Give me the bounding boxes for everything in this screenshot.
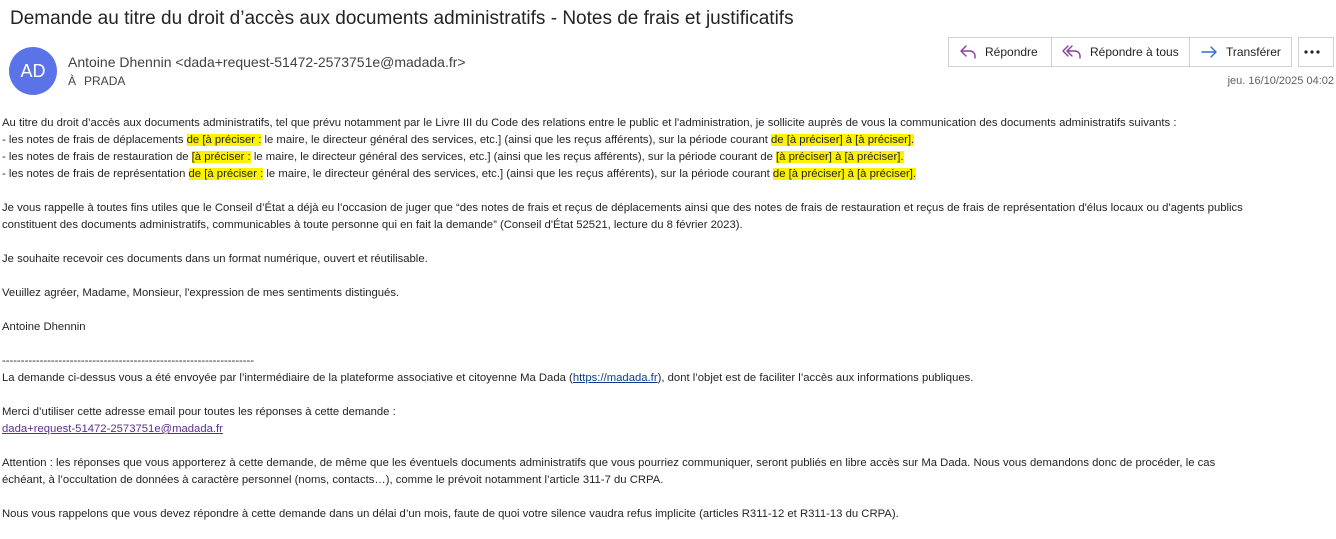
conseil-paragraph-cont: constituent des documents administratifs, communicables à toute personne qui en fait la demande” (Conseil d'État 52521, lecture du 8 février 2023). — [2, 219, 743, 231]
more-actions-button[interactable] — [1298, 37, 1334, 67]
intro-paragraph: Au titre du droit d’accès aux documents administratifs, tel que prévu notamment par le Livre III du Code des relations entre le public et l'administration, je sollicite auprès de vous la communication des documents administratifs suivants : — [2, 117, 1177, 129]
placeholder-highlight: de [à préciser : — [186, 134, 262, 146]
placeholder-highlight: de [à préciser] à [à préciser]. — [772, 168, 917, 180]
request-item: - les notes de frais de déplacements de [à préciser : le maire, le directeur général des services, etc.] (ainsi que les reçus afférents), sur la période courant de [à préciser] à [à préciser]. — [2, 134, 915, 146]
reply-all-button[interactable] — [1051, 37, 1190, 67]
to-prefix: À — [68, 74, 77, 88]
placeholder-highlight: [à préciser : — [191, 151, 251, 163]
sender-name[interactable]: Antoine Dhennin <dada+request-51472-2573751e@madada.fr> — [68, 54, 466, 70]
reply-all-icon — [1062, 45, 1082, 59]
placeholder-highlight: [à préciser] à [à préciser]. — [776, 151, 904, 163]
reply-icon — [959, 45, 977, 59]
attention-paragraph-cont: échéant, à l’occultation de données à caractère personnel (noms, contacts…), comme le prévoit notamment l’article 311-7 du CRPA. — [2, 474, 664, 486]
forward-icon — [1200, 45, 1218, 59]
platform-paragraph: La demande ci-dessus vous a été envoyée par l’intermédiaire de la plateforme associative et citoyenne Ma Dada (https://madada.fr), dont l’objet est de faciliter l’accès aux informations publiques. — [2, 372, 974, 384]
message-actions — [949, 37, 1334, 67]
forward-label: Transférer — [1226, 45, 1281, 59]
message-body — [2, 115, 1332, 523]
conseil-paragraph: Je vous rappelle à toutes fins utiles que le Conseil d’État a déjà eu l’occasion de juger que “des notes de frais et reçus de déplacements ainsi que des notes de frais de restauration et reçus de frais de représentation d'élus locaux ou d'agents publics — [2, 202, 1243, 214]
separator-line: ------------------------------------------------------------------- — [2, 355, 255, 367]
reply-all-label: Répondre à tous — [1090, 45, 1179, 59]
format-paragraph: Je souhaite recevoir ces documents dans un format numérique, ouvert et réutilisable. — [2, 253, 428, 265]
signature: Antoine Dhennin — [2, 321, 86, 333]
reply-button[interactable] — [948, 37, 1052, 67]
email-subject: Demande au titre du droit d’accès aux documents administratifs - Notes de frais et justificatifs — [10, 8, 794, 29]
placeholder-highlight: de [à préciser] à [à préciser]. — [771, 134, 915, 146]
attention-paragraph: Attention : les réponses que vous apporterez à cette demande, de même que les éventuels documents administratifs que vous pourriez communiquer, seront publiés en libre accès sur Ma Dada. Nous vous demandons donc de procéder, le cas — [2, 457, 1216, 469]
request-item: - les notes de frais de restauration de [à préciser : le maire, le directeur général des services, etc.] (ainsi que les reçus afférents), sur la période courant de [à préciser] à [à préciser]. — [2, 151, 904, 163]
recipient-name[interactable]: PRADA — [84, 74, 126, 88]
avatar[interactable]: AD — [9, 47, 57, 95]
received-date: jeu. 16/10/2025 04:02 — [1227, 75, 1334, 87]
madada-link[interactable]: https://madada.fr — [572, 372, 658, 384]
closing-paragraph: Veuillez agréer, Madame, Monsieur, l'expression de mes sentiments distingués. — [2, 287, 400, 299]
forward-button[interactable] — [1189, 37, 1292, 67]
deadline-paragraph: Nous vous rappelons que vous devez répondre à cette demande dans un délai d’un mois, faute de quoi votre silence vaudra refus implicite (articles R311-12 et R311-13 du CRPA). — [2, 508, 899, 520]
placeholder-highlight: de [à préciser : — [188, 168, 264, 180]
reply-label: Répondre — [985, 45, 1038, 59]
request-item: - les notes de frais de représentation de [à préciser : le maire, le directeur général des services, etc.] (ainsi que les reçus afférents), sur la période courant de [à préciser] à [à préciser]. — [2, 168, 917, 180]
reply-email-link[interactable]: dada+request-51472-2573751e@madada.fr — [2, 423, 223, 435]
recipient-line — [68, 74, 125, 88]
reply-email-intro: Merci d’utiliser cette adresse email pour toutes les réponses à cette demande : — [2, 406, 396, 418]
more-icon — [1304, 50, 1320, 54]
